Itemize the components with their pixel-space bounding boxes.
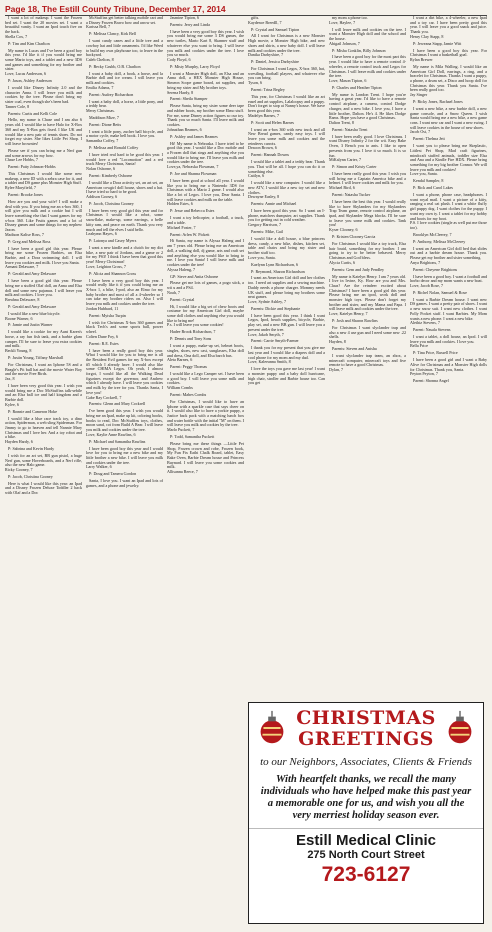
letter-text: P: Rick and Carol Lakes [413,185,454,191]
letter-signature: Gregory Harrison, 7 [248,222,282,228]
letter-text: I have been a good girl this year. Please bring me a stuffed Olaf doll, an Anna and Elsa doll and some new pajamas. I will leave you milk and cookies. I love you. [5,278,82,298]
letter-text: P: Gerald and Amy Delaware [8,271,57,277]
letter-text: I wish for Christmas X-box 360 games and black Tech's and some sports ball, power wheel. [86,319,163,335]
letter-signature: Hayden, 8 [329,339,346,345]
letter-text: P: Melissa Clancy, Kirk Bell [89,31,136,37]
letter-text: I would like a new blue bicycle. [8,310,61,316]
letter-text: P: Ronnie and Cameron Hoke [8,408,58,414]
ornament-icon [253,709,291,747]
letter-text: P: Gerald and Amy Delaware [8,303,57,309]
letter-text: P: Alicia and Shannon Gross [89,270,137,276]
letter-text: How are you and your wife? I will make a deal with you. If you bring me an x-box 360, I will give you milk and a cookie but I will leave something else that I want games for my x-box 360. Like Fruits games and a lot of Disney games and some things for my nephew Jaxon. [5,198,82,233]
ad-subtitle: to our Neighbors, Associates, Clients & Friends [260,756,472,768]
christmas-greetings-ad [248,702,484,924]
letter-signature: Jax, 8 [5,376,15,382]
letter-signature: Jay Singer [410,92,428,98]
letter-text: P: Joe and Shanna Flowman [170,171,217,177]
letter-signature: Beckli Young, 8 [5,348,32,354]
letter-text: I want a tablet, a doll house, an Ipod. I will leave you milk and cookies. I love you. [410,334,487,344]
letter-signature: Love, Katelyn Henry, 7 [329,311,368,317]
letter-text: Parent: Dione Betts [89,121,122,127]
letter-text: All I want for Christmas is a new Monster High movie, a Monster High bike, and new shoes and shirts, a new baby doll. I will leave milk and cookies under the tree. [248,33,325,53]
letter-text: P: Reymond, Sharon Richardson [251,268,305,274]
letter-text: I want a baby doll, a horse, a little pony, and a teddy bear. [86,98,163,109]
letter-signature: Love, Mason Tipton, 6 [329,78,367,83]
letter-signature: Dewayne Easley, 8 [248,194,280,200]
letter-text: I want you to please bring me Skeplastic, Littlest Pet Shop, Mad craft figurines, mindcraft stuffed animals, toddler size Elsa and Ana and a Kindle Fire HDX. Please bring something for my big brother Connor. We will leave you milk and cookies! [410,143,487,172]
letter-text: Parents: Mike, Gail [251,229,283,235]
letter-signature: Marlo Puckett, 7 [167,427,195,433]
letter-signature: Chase Lee Hobbs, 7 [5,157,38,163]
letter-signature: Breahna Delaware, 8 [5,297,40,303]
letter-text: I would like a tablet and a teddy bear. Thank you. That will be all. I hope you can do it or something else. [248,159,325,174]
letter-text: P: Greg and Melissa Ross [8,238,51,244]
letter-text: My name is Katelyn Henry. I am 7 years old. I live in Irvine, Ky. How are you and Mrs. Claus? Are the reindeer excited about Christmas? I have been a good girl this year. Please bring me an ipod, work doll and monster high toys. Please don't forget my brother and sister, and my Mama and Papa. I will leave milk and cookies under the tree. [329,273,406,312]
letter-text: I have been good this year. I think I want Legos, Ipod, beach supplies, bicycle, Barbie, play set, and a new BB gun. I will leave you a present under the tree. [248,312,325,332]
letter-signature: Alyssa Haleng, 7 [167,266,196,272]
letter-signature: Cody Floyd, 6 [167,57,191,62]
letter-signature: Michael Bird, 6 [329,185,355,191]
letter-signature: Noah, 7 [167,289,180,295]
letter-signature: MiKalynn Carter, 7 [329,157,362,163]
letter-text: I want a dirt bike, a 4-wheeler, a new Ipad and a toy car. I have been pretty good this year. I will leave you a good snack and juice. Thank you. [410,16,487,35]
letter-text: Hello, my name is Chase and I am also 6 years old. I would like to have Halo for X-Box 360 and my X-Box gets fixed. I like UK and would like a new pair of tennis shoes. Do not forget my sister. She likes Little Pet Shop. I will leave brownies! [5,117,82,146]
column-2 [86,16,163,928]
letter-signature: Merry Christmas. [86,108,115,114]
letter-text: P: Dennis and Tony Sons [170,336,212,342]
letter-text: P: Scott and Helen Barnes [251,119,294,125]
letter-text: I want an American Girl doll and her clothes too. I need art supplies and a sewing machine. Daddy needs a phone charger. Mommy needs UK stuff, and please bring my brothers some neat games. [248,275,325,300]
letter-text: I want a toy helicopter, a football, a truck, and a table. [167,215,244,225]
letter-text: P: Simon and Kristy Carter [332,164,377,170]
letter-text: P: Becky Grubb, O.B. Charlton [89,63,141,69]
letter-signature: Love, Haylee, 7 [329,19,356,25]
letter-signature: Danika Darbyshire, 7 [248,52,284,58]
letter-text: Parents: Gem and Judy Pendley [332,266,385,272]
letter-signature: Ricky Gooney, 7 [5,466,33,472]
letter-text: I have been the best this year. I would really like to have Skylanders for my Skylanders Trap Team game, remote control airplane, an ipad, and Skylander Mega blocks. I'll be sure to leave you some milk and cookies. Tank you! [329,198,406,228]
letter-signature: Madison Kalise Ross, 7 [5,231,44,237]
letter-text: I have been a really good boy this year. What I would like for you to bring me is all the Resident Evil games for my X-box except #5 which I already have. I would also like some CHIMA Legos. Oh yeah, I almost forgot, I would like all the Walking Dead figurines except the governor, and Andrew which I already have. I will leave you cookies and milk by the tree for you. Thanks Santa, I love you! [86,347,163,395]
letter-text: P: Todd, Samantha Puckett [170,434,215,440]
letter-text: Please bring me these things —Little Pet Shop, Frozen crown and robe, Frozen book, My Fun Fix Eathi Chalk Board, tablet, Easy Bake Oven, Barbie Dream house and Princess Buynard. I will leave you some cookies and milk. [167,440,244,470]
letter-text: P: Misty Murphy, Larry Floyd [170,63,220,69]
page-header-title: Page 18, The Estill County Tribune, December 17, 2014 [5,4,226,14]
letter-text: P: Kristen Clooney Garcia [332,234,376,240]
letter-signature: Serena Hardy, 8 [167,89,194,95]
letter-text: For Christmas, I would like to have an Iphone with a sparkle case that says cheer on it. I would also like to have a yorkie puppy, a Justice back pack with a matching lunch box and water bottle with the initial "M" on them. I will leave you milk and cookies by the tree. [167,398,244,428]
ad-banner [249,703,483,755]
letter-text: Parents: Jerry and Linda [170,21,210,27]
letter-signature: Love, Jakob Smyth, 7 [248,331,284,337]
letter-text: I have been very good this year. I wish you would bring me a Doc McStuffins talk-sebile and an Elsa ball ice and half kingdom and a Barbie doll. [5,382,82,403]
letter-text: Parent: Trina Begley [251,87,285,93]
letter-text: I want an American Girl doll bed that slides out and a barbie dream house. Thank you. Please get my brother and sister something. [410,245,487,261]
letter-text: I have been a very good boy this year. I would really like it if you could bring me an X-box 1, a bike, I-pod, also an Elmo for my baby brother and most of all a 4-wheeler so I can take my brother riders on. Also I will leave you milk and cookies under the tree. [86,277,163,307]
letter-text: I will leave milk and cookies on the tree. I want a Monster High doll and the school and the house. [329,26,406,41]
letter-signature: Madelyn Barnes, 7 [248,112,280,118]
column-6 [410,16,487,698]
letter-text: Jasmine Tipton, 6 [170,16,200,20]
letter-text: P: Josh and Sharon Rawlins [332,318,378,324]
letter-signature: Samantha Coffey, 7 [86,138,119,144]
letter-text: Parent: Shonna Angel [413,378,449,384]
letter-text: P: Anthony, Melissa McCleerey [413,238,466,244]
letter-signature: Bella Price [410,343,429,349]
letter-signature: Rylee Maryfield, 7 [5,185,36,191]
letter-signature: Caleb Chelton, 8 [86,57,114,62]
letter-text: Parent: Arlen W. Pickett [170,231,210,237]
letter-text: Parent: Myisha Turpin [89,312,126,318]
letter-signature: Alethiz Stevens, 7 [410,320,440,326]
letter-signature: Love, Leighton Gross, 7 [86,263,126,269]
letter-text: Kendal Sampler, 8 [413,178,444,184]
letter-text: Parent: Carrie Smyth-Farmer [251,338,299,344]
letter-text: P: Justin Young, Tiffany Marshall [8,355,64,361]
ad-phone: 723-6127 [321,862,411,886]
ad-title: CHRISTMAS GREETINGS [296,707,436,750]
letter-text: P: Jeweana Stapp, Jamie Witt [413,40,462,46]
ad-body-text: With heartfelt thanks, we recall the many individuals who have helped make this past year a memorable one for us, and wish you all the very merriest holiday season ever. [260,773,472,821]
letter-text: For Christmas I want Legos, X-box 360, hat, wrestling, football players, and whatever else you can bring. [248,66,325,81]
letter-text: I want slyclander trap team, an xbox, a minecraft computer, minecraft toys and five remote to have a good Christmas. [329,352,406,368]
letter-signature: Boone Warner, 6 [5,315,33,321]
letter-text: I want a Monster High doll, an Elsa and an Anna doll, a HEX Monster High House, Simeon Scope game board, art supplies, and bring my sister and My brother toys. [167,70,244,90]
letter-text: Parent: Nasala Stevens [413,327,451,333]
letter-text: Here is what I would like this year: an Ipad and a Disney Frozen Deluxe Toddler 2 back with Olaf and a Doc [5,480,82,496]
letter-text: I have been really good. I love Christmas. I want Disney Infinity 2 for the wii. Easy Bake Oven, 3 Bench you to ants. I like to open presents from you. I love it so much. It is so fun. [329,133,406,158]
letter-signature: Caitlyn, 6 [248,173,265,179]
letter-text: Parent: Kimberly Osborne [89,172,133,178]
letter-text: Santa, I love you. I want an Ipad and lots of games, and a phone and jewelry. [86,478,163,488]
letter-text: I love the toys you gave me last year! I want a monster puppy and a baby doll hurricane, high chair, stroller and Barbie house too. Can you get [248,366,325,386]
letter-text: Parent: Natasha Trent [332,126,368,132]
column-5 [329,16,406,698]
letter-text: My name is London Trent. I hope you're having a great year. I'd like to have a remote control airplane, a camera, control Dodge charger, and a new bike. I love you, I have a little brother, Dalton. He's 4. He likes Dodge Rams. Hope you have a good Christmas. [329,91,406,121]
letter-text: I would like Disney Infinity 2.0 and the character Anna. I will leave you milk and cookies by the tree. Please don't bring my sister coal, even though she's been bad. [5,84,82,104]
letter-text: P: Ashley and James Reames [170,133,218,139]
letter-text: I have been a good girl this year. Please bring me some Frozen Barbies, an Elsa Barbie, and a Dora swimming doll. I will leave you cookies and milk. I love you Santa. [5,245,82,265]
letter-text: I have been very good girl this year and for Christmas I would like a robot, some snowflake, make-up, some earrings, a belle kitty ram, and peace on earth. Thank you very much and tell the elves I said hello. [86,207,163,232]
letter-signature: Love, Sydnie Ashley, 7 [248,298,287,304]
letter-text: I have been good this year. So I want an I-phone, matchers dumpster, art supplies. Thank you for getting out in cold weather. [248,208,325,223]
letter-text: I have been a very good boy this year. I wish you would bring me some 3 DS games, the new turtles, Mario Kart 8, Skanner stuff and whatever else you want to bring. I will leave you milk and cookies under the tree. I love you so much. [167,28,244,58]
letter-text: I want a new bike, a new barbie doll, a new game console, and a Snow Queen. I wish Santa would bring me a new bike, a new game cons. I want new car and I want a new swing. I will leave cookies in the house of new shoes. [410,105,487,130]
letter-text: my mom a phone too. [332,16,368,20]
letter-text: P: Charles and Heather Tipton [332,84,382,90]
letter-text: This Christmas I would like some new makeup, a new ID with a zebra case for it, and a tablet and DS game plus Monster High Stuff. [5,171,82,186]
letter-text: Parent: Mabes Combs [170,392,207,398]
letter-signature: Abigail Johnson, 7 [329,40,360,46]
letter-signature: William Combs [167,385,193,391]
letter-text: P: Jamie and Justin Warner [8,322,53,328]
letter-signature: Leahymn Hayes, 6 [86,231,117,237]
letter-text: McStuffins get better talking mobile cart and a Disney Frozen Bravo bow and arrow set. [86,16,163,25]
letter-signature: Tanner Cole, 8 [5,103,30,109]
letter-text: I would like a cookie for my Aunt Karen's horse, a ray fun fish tank, and a barbie glam camper. I'll be sure to leave you extra cookies and milk. [5,329,82,349]
letter-text: Parent: Thelma Jett [413,136,445,142]
letter-text: I have tried real hard to be good this year. I would love a red "Locomotion" and a red truck Merry Christmas, Santa! [86,151,163,167]
letter-signature: Love you, Santa. [410,171,438,177]
letter-text: Hi, I would like a big set of chew boots and costume for my American Girl doll, maybe some doll clothes and anything else you would like to bring me! [167,303,244,323]
letter-text: I have been good at school all year. I would like you to bring me a Nintendo 3DS for Christmas with a Mario 2 game. I would also like a lot of Legos. I love you, Dear Santa. I will leave cookies and milk on the table. [167,177,244,202]
letter-signature: Shella Cox, 7 [5,33,28,39]
letter-text: I wish for an art set, BB gun pistol, a huge Nerf gun, some Hoverboards, and a Nerf rifle, also the new Halo game. [5,452,82,468]
letter-text: Parent: Crystal [170,296,195,302]
letter-text: P: Michael and Samantha Rawlins [89,438,146,444]
letter-signature: Colten Dune Foy, 6 [86,333,119,339]
ornament-icon [441,709,479,747]
letter-text: Hi! My name is Nebraska. I have tried to be good this year. I would like a Doc mobile and a Frozen doll that sings and anything else you would like to bring me. I'll leave you milk and cookies under the tree. [167,140,244,165]
letter-text: Parent: R.E. Estes [89,340,119,346]
letter-text: I have been a good boy this year. For Christmas I want a basketball goal. [410,47,487,58]
letter-signature: Nolan Osborne, 6 [86,166,115,172]
letter-signature: Karissa Bell, 7 [86,24,111,30]
letter-signature: Armani Delaware, 7 [5,264,39,270]
letter-text: I have been really good this year. I wish you will bring me a Captain America bike and a helmet. I will leave cookies and milk for you. [329,171,406,186]
letter-text: Parent: Audrey Richardson [89,91,134,97]
letter-text: P: Jacob, Christina Gooney [89,200,134,206]
letter-text: P: Doug and Tamera Gordon [89,471,137,477]
letter-text: I would like a doll house, a blue princess dress, candy, a new bike, dishes, kitchen set, table and chairs and bring my sister and brother stuff too. [248,235,325,256]
letter-text: I want a baby doll, a book, a horse, and la Barbie doll and ice cream. I will leave you milk and cookies. [86,70,163,86]
letter-text: I want a puppy, make-up set, helmet boots, singles, shoes, new cast, sunglasses, Elsa doll and dress, Ona doll, and Elsa barch bus. [167,343,244,358]
letter-text: P: Richel Nolan, Samuel & Rose [413,289,467,295]
letter-text: Please get me lots of games, a pogo stick, a wii u and a PS4. [167,280,244,291]
letter-text: I want a new kindle and a clutch for my dirt bike, a new pair of Jordans, and a game or 2 for my PS3! I think I have been that good this year! Merry Christmas! [86,245,163,265]
letter-signature: Johnathan Reames, 6 [167,126,202,132]
letter-text: Maddison Mize, 7 [89,114,119,120]
letter-text: For Christmas, I want an Iphone 5S and a Beagle's Pit bull hat and the movie Water Boy and the movie Free Birds. [5,361,82,377]
letter-text: P: Daniel, Jessica Darbyshire [251,59,299,65]
letter-signature: Aleta Barnes, 6 [167,357,193,363]
letter-text: I've been good this year. I wish you would bring me an Ipad, make up kit, coloring books, books to read, Doc McStuffins toys, clothes, moon sand, cot from Build A Bear. I will leave you milk and cookies under the tree. [86,408,163,433]
letter-text: Parents: Dickie and Stephanie [251,305,301,311]
letter-text: Please Santa, bring my sister some deer tape and rubber boots, my brother some Elmo stuff. For me, some Disney action figures so our toy. Thank you so much Santa. I'll leave milk and cookies. [167,103,244,128]
letter-text: P: Melissa and Ronald Coffey [89,145,139,151]
letter-text: P: Tim and Kim Charlton [8,40,50,46]
letter-signature: Jordan Hubbard, 11 [86,305,119,311]
letter-text: Parents: Annie and Michael [251,201,297,207]
letter-text: This year, for Christmas I would like an art easel and art supplies, Lalaloopsy and a puppy. Don't forget to stop at Nanny's house. We have been good this year. [248,93,325,114]
letter-signature: Holden Estes, 6 [167,201,193,207]
letter-text: Parents: Steven and Anisha [332,345,377,351]
letter-signature: Jacob Ost, 7 [410,129,431,135]
letter-signature: Rylan Brewer [410,57,433,62]
letter-signature: Kaydence Breedll, 7 [248,19,282,25]
letter-text: I want an x-box 360 with new truck and all New Bread games, candy easy toys. I will leave you some milk and cookies and the reindeers carrots. [248,126,325,146]
letter-text: P: Jacob, Christina Gooney [8,473,53,479]
letter-signature: Anya Brightons, 7 [410,259,441,265]
letter-text: gifts. [251,16,260,20]
letter-text: P: Ricky Jones, Rachael Jones [413,99,463,104]
letter-text: I have been a good girl and I want a Baby Alive for Christmas and a Monster High dolls for Christmas. Thank you, Santa. [410,357,487,372]
letter-signature: Michael Foster, 7 [167,224,196,230]
column-3 [167,16,244,928]
letter-text: Parent: Cheyene Brightons [413,266,458,272]
letter-text: P: Latonya and Casey Myers [89,238,137,244]
letter-signature: Allisanna Reece, 7 [167,469,198,475]
letter-text: Hadee Brook Richardson, 7 [170,329,216,335]
letter-signature: Henry Clay Stapp, 8 [410,33,444,39]
letter-text: Kaelynn Lynn Richardson, 6 [251,261,299,267]
letter-text: I have been a good boy for the most part this year. I would like to have a remote control 4-wheeler, a remote control truck and Legos for Christmas. I will leave milk and cookies under the tree. [329,54,406,79]
letter-text: For Christmas I want slyclander trap and also a new 4 use gun and I need some new .22 shells. [329,324,406,340]
letter-text: Parents: Curtis and Kelli Cole [8,110,58,116]
letter-text: I would like a new computer. I would like a new ATV, I would like a new toy set and new clothes. [248,180,325,195]
letter-text: Parents: Glenn and Mary Cockrell [89,401,146,407]
letter-signature: Hayden Hardy, 6 [5,439,33,445]
letter-text: Hi Santa, my name is Alyssa Haleng and I am 7 years old. Please bring me an American doll, a walking doll, dj game, arts and craft set and anything else you would like to bring to me. I love you Santa! I will leave milk and cookies under the tree! [167,238,244,267]
page-header [5,3,487,16]
letter-signature: Dylan, 7 [329,366,344,372]
letter-text: I thank you for my present that you give me last year and I would like a diapers doll and a cool phone for my mom and my dad. [248,345,325,360]
letter-signature: Emilia Adams, 7 [86,84,114,90]
letter-text: I want a little pony, zucher ball bicycle, and a motor cycle, make bell book. I love you. [86,128,163,139]
letter-signature: Love you, Santa. [248,254,276,260]
letter-signature: Addison Goosey, 6 [86,193,118,199]
letter-text: P: Jesse and Rebecca Estes [170,208,215,214]
letter-text: I would like a Lego Camper set. I have been a good boy. I will leave you some milk and cookies. [167,371,244,386]
letter-signature: Love,ya, Nebraska Flowman, 7 [167,164,219,170]
letter-text: My name is Lucas and I've been a good boy this year. I'd like it if you would bring me some Mario toys, and a tablet and a new 3DS and games and something for my brother and sister. [5,47,82,72]
letter-text: Parent: Patty Johnson-Hobbs [8,164,56,170]
letter-text: I would like a Dora activity set, an art set, an American cowgirl doll house, shoes and a hat. I have tried so hard to be good. [86,179,163,195]
letter-signature: P.S. I love cookies (single as well put me those too). [410,220,487,230]
letter-text: Brooklyn McCleerey, 7 [413,231,452,237]
letter-signature: Gabe Ray Cockrell, 7 [86,394,122,400]
letter-signature: Tyson, 6 [248,80,263,86]
column-1 [5,16,82,928]
letter-text: Parent: Natasha Tucker [332,192,371,198]
letter-signature: Kyser Clooney, 6 [329,227,358,233]
letter-text: P: Tina Price, Russell Price [413,350,458,356]
ad-business-name: Estill Medical Clinic [249,828,483,849]
letter-text: Parent: Hannah Downs [251,152,289,158]
letter-signature: Dalton Trent, 8 [329,120,354,125]
letter-signature: Deacon Brown, 6 [248,145,277,151]
letter-signature: Love, Kaleeanna Smith, 8 [248,359,291,365]
letter-text: I want candy canes and a little tree and a cowboy hat and little ornaments. I'd like Weed to build my own playhouse too, to leave in the backyard. [86,38,163,58]
letter-text: GP: Steve and Anita Osborne [170,273,219,279]
ad-address: 275 North Court Street [307,848,425,861]
letter-signature: Kylee, 6 [5,401,19,407]
letter-text: For Christmas I would like a toy truck, Elsa hair braid, something for my brother. I am going to try to be better behaved. Merry Christmas and God bless. [329,240,406,261]
letter-text: Parent: Peggy Thomas [170,364,207,370]
letter-text: P: Jason, Ashley Anderson [8,78,52,83]
letter-signature: Love, Jacob Rose, 7 [410,282,444,288]
letter-signature: P.s. I will leave you some cookies! [167,322,224,328]
letter-text: P: Sabrina and Kevin Hardy [8,445,55,451]
letter-text: Parent: Sheila Stamper [170,96,208,102]
letter-text: My name is Mila Walling. I would like an American Girl Doll, earrings, a ring, and a bracelet for Christmas. Thanks I want a puppy, a phone, a drum set, a Disco and hoop doll for Christmas this year. Thank you Santa. I've been really good too. [410,63,487,93]
letter-signature: Peyton Peyton, 7 [410,371,438,377]
letter-signature: Larry Walker, 6 [86,464,112,470]
letter-text: I want a lot of makeup. I want the Frozen bed set. I want the 20 movies set. I want a beautiful vanity. I want an Ipod touch five on the back. [5,16,82,35]
letter-signature: Alycia Curtis, 6 [329,259,356,265]
letter-text: Please see if you can bring me a Nerf gun and some arrows for my bow. [5,147,82,158]
letter-text: I want a phone, phone case, headphones. I want royal mail. I want a picture of a kitty, ranging a real cat plush. I want a white fluffy girl puppy dog. I want clothes for the puppy. I want my own ty. I want a tablet for my hobby and boots for my boot. [410,192,487,221]
letter-text: I want a Barbie Dream house. I want new DS games. I want a pretty pair of shoes. I want a new snow suit. I want new clothes. I want Polly Pocket stuff. I want Barbies. My Mom wants a new phone. I want a new bike. [410,296,487,321]
letter-text: I would like a blue race track toy, a dino action, Spiderman, a web sling Spiderman. For Jimmy to go to heaven and tell Nannie Mary Christmas and I love her. And a toy robot and a bike. [5,415,82,440]
letter-text: I have been good boy this year and I would love for you to bring me a new bike and my little brother a new bike. I will leave you milk and cookies under the tree. [86,445,163,465]
letter-signature: Love, Kaylie Anne Rawlins, 6 [86,431,136,437]
letter-text: P: Misha Conklin, Billy Johnson [332,47,386,53]
letter-text: I have been a good boy. I want a football and horbo decor and my mom wants a new boat. [410,273,487,284]
letter-text: P: Crystal and Samuel Tipton [251,26,300,32]
letter-signature: Love, Lucas Anderson, 6 [5,71,47,77]
letter-text: Parent: Brooke Jones [8,192,43,198]
